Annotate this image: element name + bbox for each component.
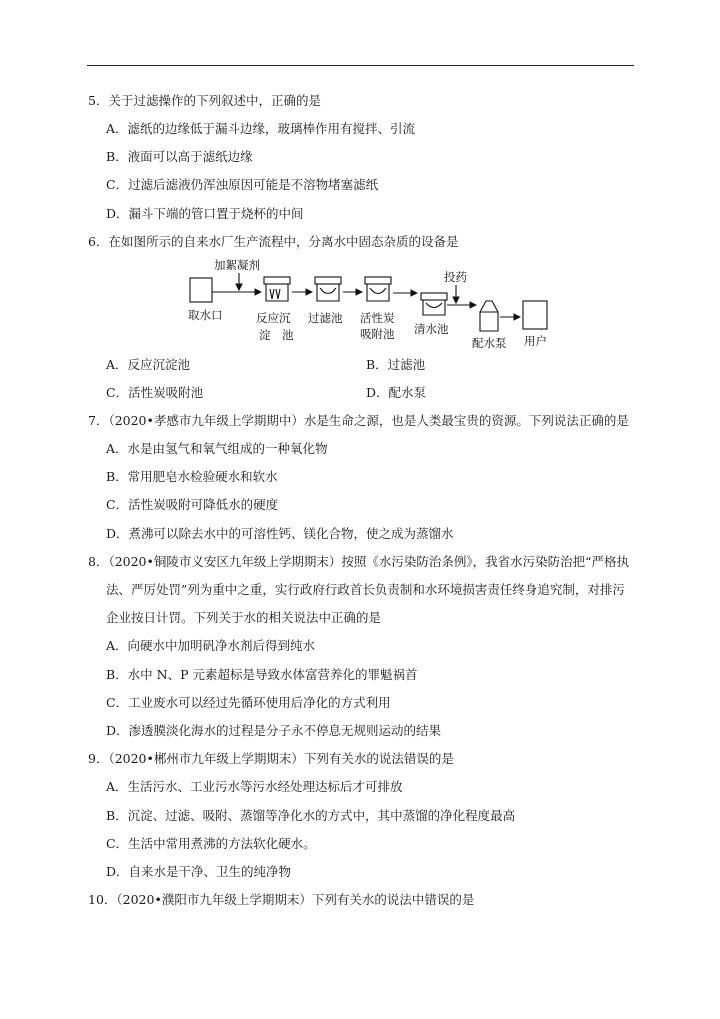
- user-box: [523, 301, 547, 329]
- question-6-option-a: A．反应沉淀池: [106, 357, 191, 372]
- question-6-option-c: C．活性炭吸附池: [106, 385, 204, 400]
- question-7-option-d: D．煮沸可以除去水中的可溶性钙、镁化合物，使之成为蒸馏水: [106, 526, 454, 541]
- question-7-option-a: A．水是由氢气和氧气组成的一种氧化物: [106, 441, 328, 456]
- label-coagulant: 加絮凝剂: [214, 258, 260, 272]
- label-carbon-tank-1: 活性炭: [360, 311, 395, 325]
- question-9-option-a: A．生活污水、工业污水等污水经处理达标后才可排放: [106, 779, 403, 794]
- water-treatment-flow-diagram: [186, 255, 566, 351]
- question-5-option-c: C．过滤后滤液仍浑浊原因可能是不溶物堵塞滤纸: [106, 177, 379, 192]
- intake-box: [190, 278, 212, 302]
- question-7-stem: 7．（2020•孝感市九年级上学期期中）水是生命之源，也是人类最宝贵的资源。下列说法正确的是: [88, 413, 629, 428]
- label-user: 用户: [524, 334, 547, 348]
- label-carbon-tank-2: 吸附池: [360, 327, 395, 341]
- label-intake: 取水口: [188, 308, 223, 322]
- question-5-option-d: D．漏斗下端的管口置于烧杯的中间: [106, 206, 304, 221]
- question-5-option-a: A．滤纸的边缘低于漏斗边缘，玻璃棒作用有搅拌、引流: [106, 121, 416, 136]
- question-8-option-c: C．工业废水可以经过先循环使用后净化的方式利用: [106, 695, 391, 710]
- label-dosing: 投药: [444, 270, 467, 284]
- question-6-stem: 6．在如图所示的自来水厂生产流程中，分离水中固态杂质的设备是: [88, 234, 459, 249]
- question-6-option-b: B．过滤池: [366, 357, 426, 372]
- question-8-stem-line-1: 8．（2020•铜陵市义安区九年级上学期期末）按照《水污染防治条例》，我省水污染防治把“严格执: [88, 554, 630, 569]
- label-reaction-tank-1: 反应沉: [256, 311, 291, 325]
- question-8-option-b: B．水中 N、P 元素超标是导致水体富营养化的罪魁祸首: [106, 667, 418, 682]
- question-5-option-b: B．液面可以高于滤纸边缘: [106, 149, 253, 164]
- question-5-stem: 5．关于过滤操作的下列叙述中，正确的是: [88, 93, 321, 108]
- question-9-stem: 9．（2020•郴州市九年级上学期期末）下列有关水的说法错误的是: [88, 751, 454, 766]
- question-8-option-d: D．渗透膜淡化海水的过程是分子永不停息无规则运动的结果: [106, 723, 442, 738]
- label-filter-tank: 过滤池: [308, 311, 343, 325]
- question-10-stem: 10．（2020•濮阳市九年级上学期期末）下列有关水的说法中错误的是: [88, 892, 475, 907]
- label-clear-tank: 清水池: [414, 322, 449, 336]
- question-7-option-b: B．常用肥皂水检验硬水和软水: [106, 469, 278, 484]
- question-8-option-a: A．向硬水中加明矾净水剂后得到纯水: [106, 638, 316, 653]
- question-9-option-b: B．沉淀、过滤、吸附、蒸馏等净化水的方式中，其中蒸馏的净化程度最高: [106, 808, 516, 823]
- label-reaction-tank-2: 淀 池: [259, 328, 294, 342]
- question-7-option-c: C．活性炭吸附可降低水的硬度: [106, 497, 279, 512]
- question-9-option-d: D．自来水是干净、卫生的纯净物: [106, 864, 292, 879]
- label-pump: 配水泵: [472, 336, 507, 350]
- question-6-option-d: D．配水泵: [366, 385, 427, 400]
- question-9-option-c: C．生活中常用煮沸的方法软化硬水。: [106, 836, 316, 851]
- question-8-stem-line-3: 企业按日计罚。下列关于水的相关说法中正确的是: [106, 610, 382, 625]
- header-rule: [87, 65, 634, 66]
- question-8-stem-line-2: 法、严厉处罚”列为重中之重，实行政府行政首长负责制和水环境损害责任终身追究制，对排污: [106, 582, 625, 597]
